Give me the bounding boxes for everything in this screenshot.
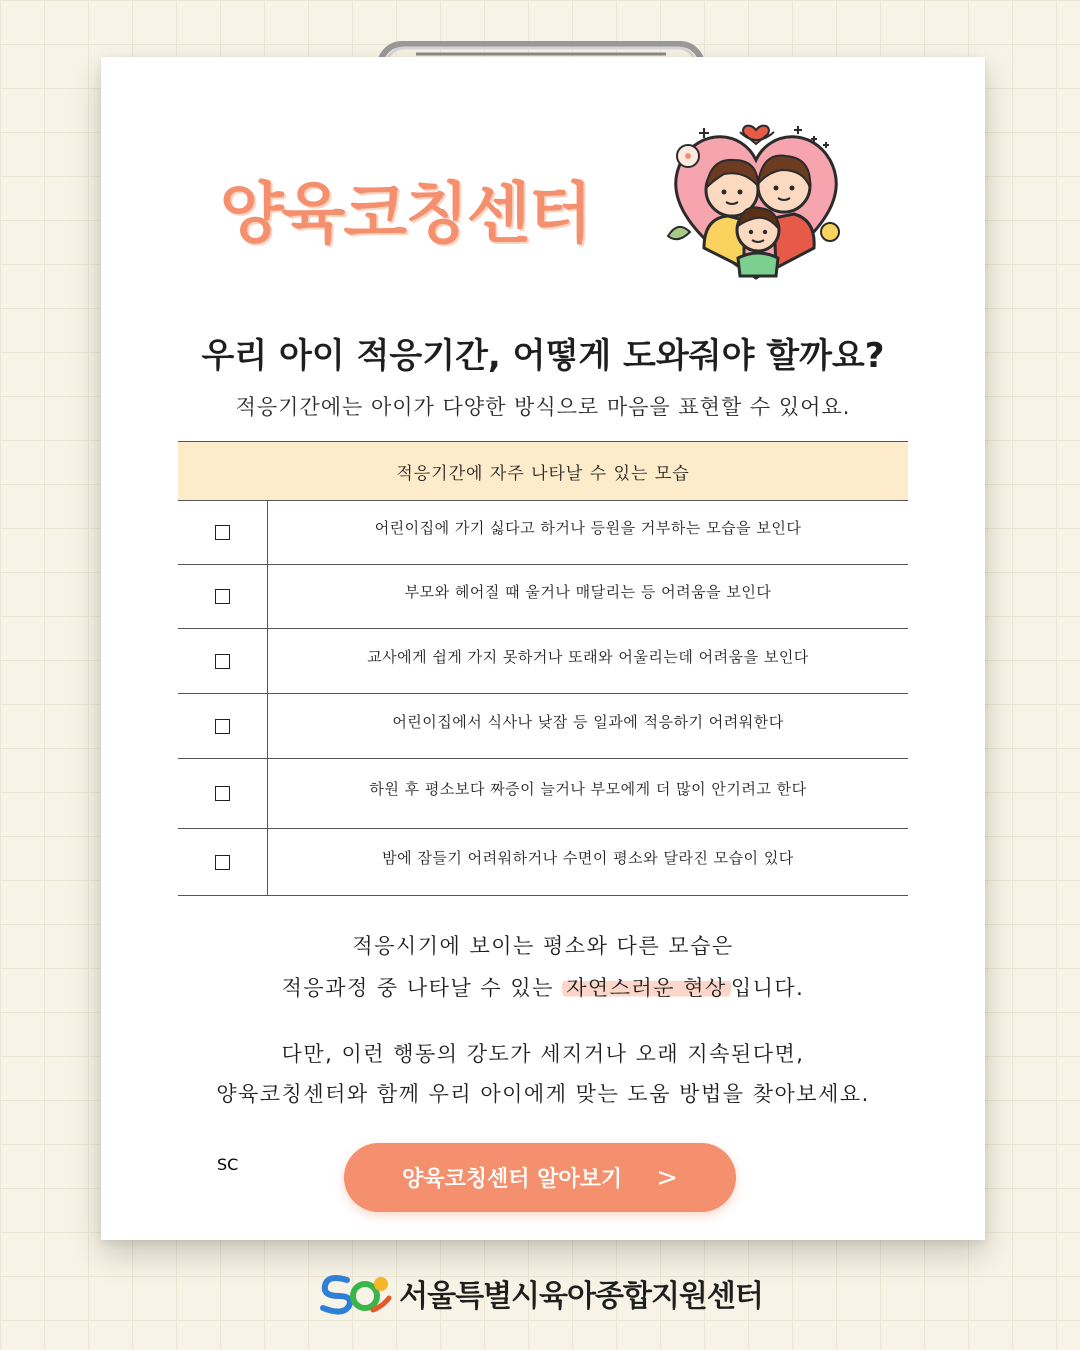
- family-heart-illustration: [664, 108, 849, 288]
- checklist-header: 적응기간에 자주 나타날 수 있는 모습: [178, 441, 908, 501]
- checkbox-cell: [178, 565, 268, 628]
- checklist-table: [178, 441, 908, 896]
- checkbox-cell: [178, 694, 268, 758]
- learn-more-button-label: 양육코칭센터 알아보기: [402, 1167, 623, 1192]
- organization-name: 서울특별시육아종합지원센터: [399, 1279, 763, 1314]
- table-row: [178, 759, 908, 829]
- table-row: [178, 501, 908, 565]
- highlight-text: 자연스러운 현상: [562, 976, 731, 1000]
- chevron-right-icon: >: [656, 1162, 678, 1193]
- checklist-item-text: 하원 후 평소보다 짜증이 늘거나 부모에게 더 많이 안기려고 한다: [369, 780, 807, 798]
- checkbox-cell: [178, 759, 268, 828]
- message-line-2-before: 적응과정 중 나타날 수 있는: [281, 976, 563, 1000]
- checkbox[interactable]: [215, 654, 230, 669]
- table-row: [178, 694, 908, 759]
- checklist-item-text: 어린이집에서 식사나 낮잠 등 일과에 적응하기 어려워한다: [392, 712, 784, 731]
- logo-text: SC: [217, 1155, 239, 1174]
- checkbox-cell: [178, 629, 268, 693]
- table-row: [178, 629, 908, 694]
- checkbox-cell: [178, 501, 268, 564]
- checkbox-cell: [178, 829, 268, 895]
- table-row: [178, 829, 908, 896]
- organization-logo: [217, 1155, 393, 1316]
- message-line-4: 양육코칭센터와 함께 우리 아이에게 맞는 도움 방법을 찾아보세요.: [216, 1082, 870, 1106]
- message-line-1: 적응시기에 보이는 평소와 다른 모습은: [352, 934, 734, 958]
- checkbox[interactable]: [215, 786, 230, 801]
- sub-headline: 적응기간에는 아이가 다양한 방식으로 마음을 표현할 수 있어요.: [235, 395, 851, 419]
- message-line-2-after: 입니다.: [730, 976, 805, 1000]
- checklist-item-text: 교사에게 쉽게 가지 못하거나 또래와 어울리는데 어려움을 보인다: [367, 647, 809, 666]
- checklist-item-text: 부모와 헤어질 때 울거나 매달리는 등 어려움을 보인다: [404, 583, 772, 601]
- learn-more-button[interactable]: [344, 1143, 736, 1212]
- checkbox[interactable]: [215, 589, 230, 604]
- main-headline: 우리 아이 적응기간, 어떻게 도와줘야 할까요?: [201, 336, 885, 376]
- checkbox[interactable]: [215, 525, 230, 540]
- checkbox[interactable]: [215, 719, 230, 734]
- checklist-item-text: 어린이집에 가기 싫다고 하거나 등원을 거부하는 모습을 보인다: [374, 519, 802, 537]
- checklist-item-text: 밤에 잠들기 어려워하거나 수면이 평소와 달라진 모습이 있다: [382, 848, 794, 867]
- message-line-2: [101, 972, 985, 1002]
- message-line-3: 다만, 이런 행동의 강도가 세지거나 오래 지속된다면,: [281, 1042, 805, 1066]
- checkbox[interactable]: [215, 855, 230, 870]
- brand-title: 양육코칭센터: [219, 175, 591, 252]
- table-row: [178, 565, 908, 629]
